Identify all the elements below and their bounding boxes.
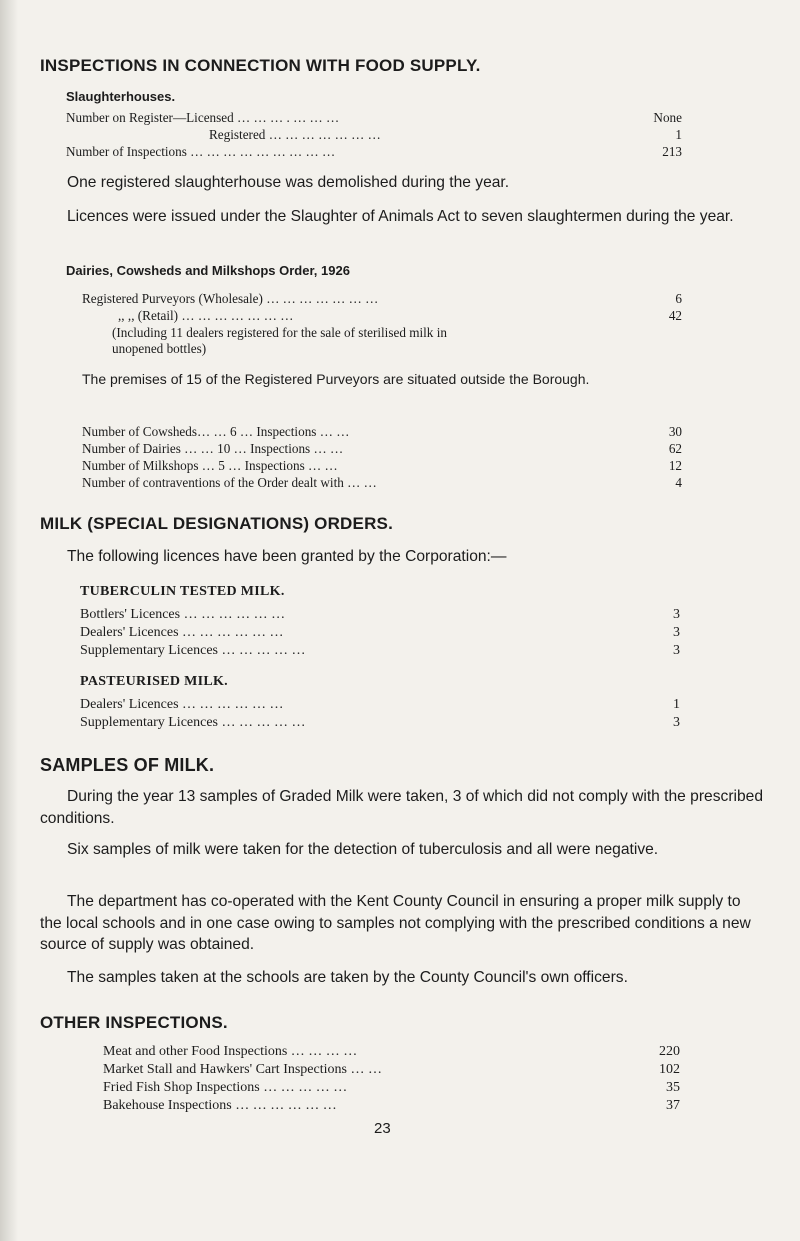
samples-paragraph: Six samples of milk were taken for the detection of tuberculosis and all were negative. bbox=[67, 841, 659, 858]
slaughterhouses-title: Slaughterhouses. bbox=[66, 89, 176, 104]
licences-paragraph: Licences were issued under the Slaughter of Animals Act to seven slaughtermen during the year. bbox=[67, 208, 734, 225]
milk-orders-heading: MILK (SPECIAL DESIGNATIONS) ORDERS. bbox=[40, 514, 394, 533]
milk-orders-intro: The following licences have been granted by the Corporation:— bbox=[67, 548, 507, 565]
slaughterhouse-paragraph: One registered slaughterhouse was demolished during the year. bbox=[67, 174, 510, 191]
page-number: 23 bbox=[374, 1120, 391, 1137]
tuberculin-title: TUBERCULIN TESTED MILK. bbox=[80, 584, 285, 599]
page-heading: INSPECTIONS IN CONNECTION WITH FOOD SUPPLY. bbox=[40, 56, 481, 75]
other-inspections-heading: OTHER INSPECTIONS. bbox=[40, 1013, 228, 1032]
dealers-note: (Including 11 dealers registered for the sale of sterilised milk in unopened bottles) bbox=[112, 325, 447, 356]
page-edge-shadow bbox=[0, 0, 18, 1241]
dairies-title: Dairies, Cowsheds and Milkshops Order, 1926 bbox=[66, 263, 350, 278]
document-page: INSPECTIONS IN CONNECTION WITH FOOD SUPPLY. Slaughterhouses. Number on Register—Licensed … … … . … … … None Registered … … … … … … … 1 Number of Inspections … … … … … … … … … 213 One registered slaughterhouse was demolished during the year. Licences were issued under the Slaughter of Animals Act to seven slaughtermen during the year. Dairies, Cowsheds and Milkshops Order, 1926 Registered Purveyors (Wholesale) … … … … … … … 6 ,, ,, (Retail) … … … … … … … 42 (Including 11 dealers registered for the sale of sterilised milk in unopened bottles) The premises of 15 of the Registered Purveyors are situated outside the Borough. Number of Cowsheds… … 6 … Inspections … … 30 Number of Dairies … … 10 … Inspections … … 62 Number of Milkshops … 5 … Inspections … … 12 Number of contraventions of the Order dealt with … … 4 MILK (SPECIAL DESIGNATIONS) ORDERS. The following licences have been granted by the Corporation:— TUBERCULIN TESTED MILK. Bottlers' Licences … … … … … … 3 Dealers' Licences … … … … … … 3 Supplementary Licences … … … … … 3 PASTEURISED MILK. Dealers' Licences … … … … … … 1 Supplementary Licences … … … … … 3 SAMPLES OF MILK. During the year 13 samples of Graded Milk were taken, 3 of which did not comply with the prescribed conditions. Six samples of milk were taken for the detection of tuberculosis and all were negative. The department has co-operated with the Kent County Council in ensuring a proper milk supply to the local schools and in one case owing to samples not complying with the prescribed conditions a new source of supply was obtained. The samples taken at the schools are taken by the County Council's own officers. OTHER INSPECTIONS. Meat and other Food Inspections … … … … 220 Market Stall and Hawkers' Cart Inspections … … 102 Fried Fish Shop Inspections … … … … … 35 Bakehouse Inspections … … … … … … 37 23 bbox=[0, 0, 800, 1241]
samples-paragraph: During the year 13 samples of Graded Milk were taken, 3 of which did not comply with the prescribed conditions. bbox=[40, 788, 763, 827]
samples-paragraph: The samples taken at the schools are taken by the County Council's own officers. bbox=[67, 969, 628, 986]
pasteurised-title: PASTEURISED MILK. bbox=[80, 674, 228, 689]
samples-heading: SAMPLES OF MILK. bbox=[40, 755, 215, 775]
premises-note: The premises of 15 of the Registered Purveyors are situated outside the Borough. bbox=[82, 371, 590, 387]
samples-paragraph: The department has co-operated with the Kent County Council in ensuring a proper milk supply to the local schools and in one case owing to samples not complying with the prescribed conditions a new source of supply was obtained. bbox=[40, 893, 751, 953]
